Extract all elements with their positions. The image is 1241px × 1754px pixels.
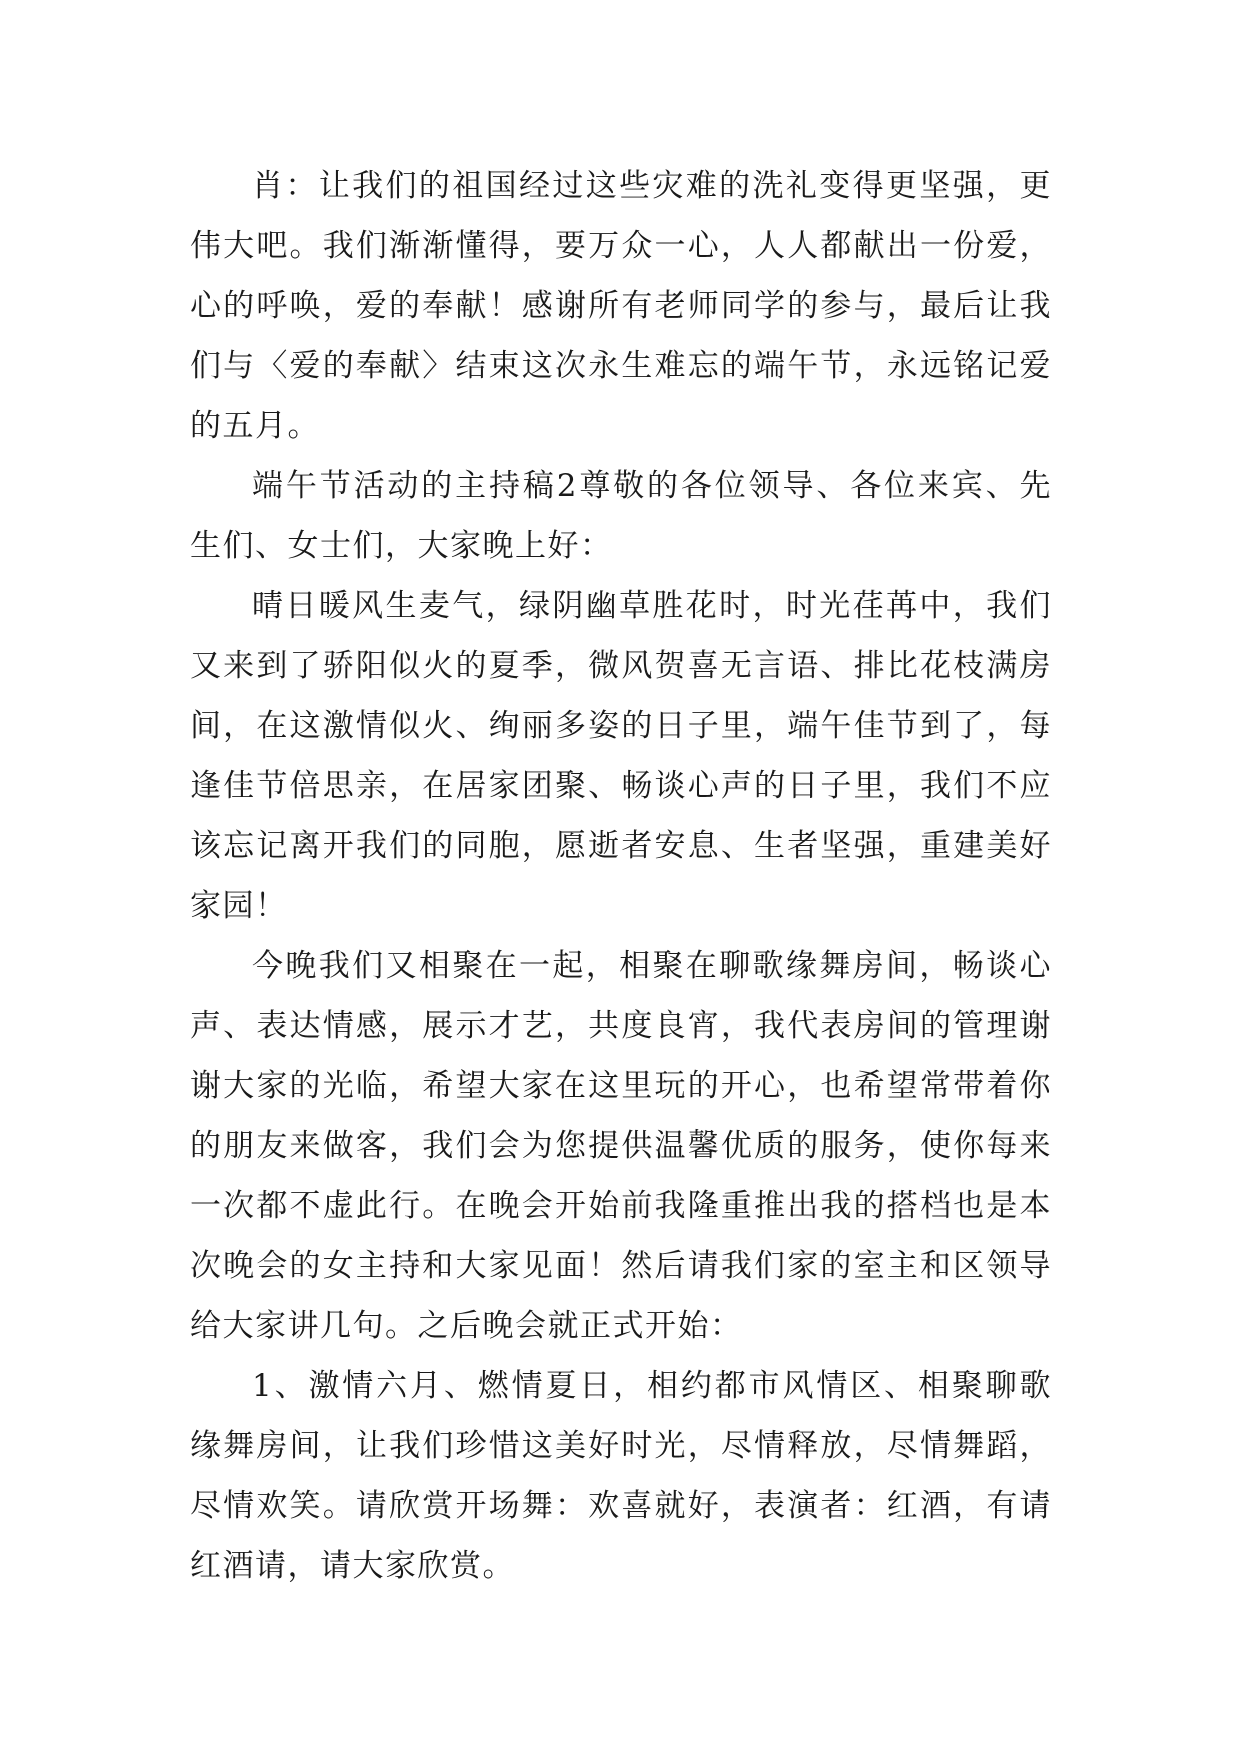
paragraph-summer-opening: 晴日暖风生麦气，绿阴幽草胜花时，时光荏苒中，我们又来到了骄阳似火的夏季，微风贺喜无言语、排比花枝满房间，在这激情似火、绚丽多姿的日子里，端午佳节到了，每逢佳节倍思亲，在居家团聚、畅谈心声的日子里，我们不应该忘记离开我们的同胞，愿逝者安息、生者坚强，重建美好家园！ [190,588,1052,924]
document-body [190,156,1052,1596]
paragraph-closing-remarks: 肖：让我们的祖国经过这些灾难的洗礼变得更坚强，更伟大吧。我们渐渐懂得，要万众一心，人人都献出一份爱，心的呼唤，爱的奉献！感谢所有老师同学的参与，最后让我们与〈爱的奉献〉结束这次永生难忘的端午节，永远铭记爱的五月。 [190,168,1052,444]
paragraph-program-item-1: 1、激情六月、燃情夏日，相约都市风情区、相聚聊歌缘舞房间，让我们珍惜这美好时光，尽情释放，尽情舞蹈，尽情欢笑。请欣赏开场舞：欢喜就好，表演者：红酒，有请红酒请，请大家欣赏。 [190,1368,1052,1584]
paragraph-script-2-greeting: 端午节活动的主持稿2尊敬的各位领导、各位来宾、先生们、女士们，大家晚上好： [190,468,1052,564]
paragraph-welcome-remarks: 今晚我们又相聚在一起，相聚在聊歌缘舞房间，畅谈心声、表达情感，展示才艺，共度良宵，我代表房间的管理谢谢大家的光临，希望大家在这里玩的开心，也希望常带着你的朋友来做客，我们会为您提供温馨优质的服务，使你每来一次都不虚此行。在晚会开始前我隆重推出我的搭档也是本次晚会的女主持和大家见面！然后请我们家的室主和区领导给大家讲几句。之后晚会就正式开始： [190,948,1052,1344]
